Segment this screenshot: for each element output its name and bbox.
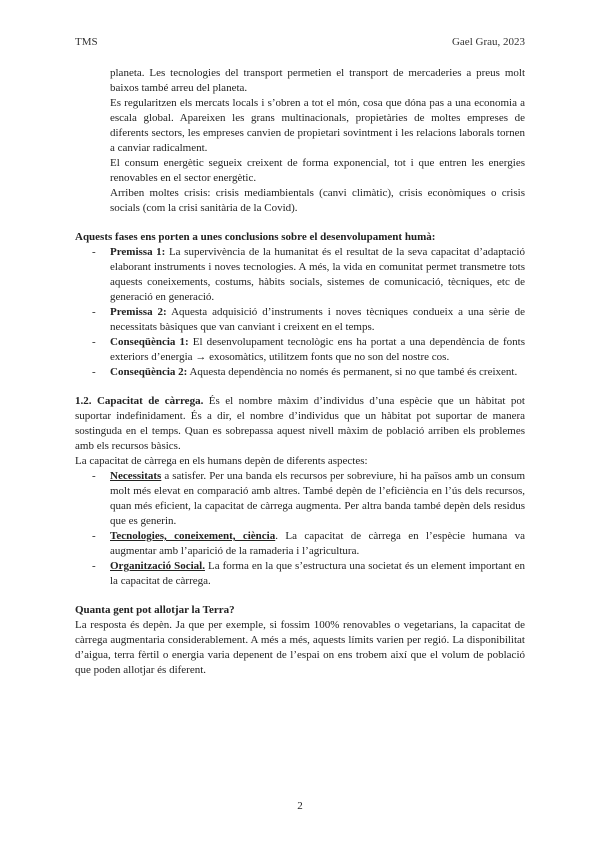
header-right: Gael Grau, 2023 xyxy=(451,36,525,48)
question-paragraph: La resposta és depèn. Ja que per exemple, si fossim 100% renovables o vegetarians, la capacitat de càrrega augmentaria considerablement. A més a més, aquests límits varien per regió. La disponibilitat d’aigua, terra fèrtil o energia varia depenent de l’espai on ens trobem així que el volum de població que poden allotjar és diferent. xyxy=(75,619,525,676)
conclusions-list xyxy=(75,245,525,380)
item-text: La supervivència de la humanitat és el resultat de la seva capacitat d’adaptació elaborant instruments i noves tecnologies. A més, la vida en comunitat permet transmetre tots aquests coneixements, costums, hàbits socials, sistemes de comunicació, tècniques, etc de generació en generació. xyxy=(110,246,525,303)
item-label: Premissa 1: xyxy=(110,246,166,258)
list-item xyxy=(75,245,525,305)
factor-text: . La capacitat de càrrega en l’espècie humana va augmentar amb l’aparició de la ramaderia i l’agricultura. xyxy=(110,530,526,557)
section-1-2-paragraph xyxy=(75,394,525,454)
header-left: TMS xyxy=(75,36,98,48)
intro-paragraph: Arriben moltes crisis: crisis mediambientals (canvi climàtic), crisis econòmiques o crisis socials (com la crisi sanitària de la Covid). xyxy=(110,187,525,214)
list-item xyxy=(75,305,525,335)
item-text: Aquesta adquisició d’instruments i noves tècniques condueix a una sèrie de necessitats bàsiques que van canviant i creixent en el temps. xyxy=(110,306,525,333)
factor-label: Organització Social. xyxy=(110,560,205,572)
item-text: El desenvolupament tecnològic ens ha portat a una dependència de fonts exteriors d’energia → exosomàtics, utilitzem fonts que no son del nostre cos. xyxy=(110,336,526,363)
intro-paragraph: planeta. Les tecnologies del transport permetien el transport de mercaderies a preus molt baixos també arreu del planeta. xyxy=(110,67,525,94)
list-item xyxy=(75,365,525,380)
list-item xyxy=(75,529,525,559)
question-heading: Quanta gent pot allotjar la Terra? xyxy=(75,604,235,616)
item-label: Conseqüència 2: xyxy=(110,366,188,378)
item-label: Premissa 2: xyxy=(110,306,167,318)
list-item xyxy=(75,469,525,529)
item-text: Aquesta dependència no només és permanent, si no que també és creixent. xyxy=(187,366,518,378)
factors-list xyxy=(75,469,525,589)
document-body xyxy=(75,66,525,678)
factor-text: a satisfer. Per una banda els recursos per sobreviure, hi ha països amb un consum molt més elevat en comparació amb altres. També depèn de l’eficiència en l’ús dels recursos, quan més eficient, la capacitat de càrrega augmenta. Per altra banda també depèn dels residus que es generin. xyxy=(110,470,525,527)
section-text: És el nombre màxim d’individus d’una espècie que un hàbitat pot suportar indefinidament. És a dir, el nombre d’individus que un hàbitat pot suportar de manera sostinguda en el temps. Quan es sobrepassa aquest nivell màxim de població arriben els problemes amb els recursos bàsics. xyxy=(75,395,525,452)
intro-paragraph: Es regularitzen els mercats locals i s’obren a tot el món, cosa que dóna pas a una economia a escala global. Apareixen les grans multinacionals, propietàries de moltes empreses de diferents sectors, les empreses canvien de propietari sovintment i les relacions laborals tornen a canviar radicalment. xyxy=(110,97,525,154)
factor-text: La forma en la que s’estructura una societat és un element important en la capacitat de càrrega. xyxy=(110,560,525,587)
factor-label: Tecnologies, coneixement, ciència xyxy=(110,530,276,542)
page-number: 2 xyxy=(297,800,303,812)
list-item xyxy=(75,559,525,589)
section-title: 1.2. Capacitat de càrrega. xyxy=(75,395,204,407)
factor-label: Necessitats xyxy=(110,470,162,482)
conclusions-heading: Aquests fases ens porten a unes conclusions sobre el desenvolupament humà: xyxy=(75,231,436,243)
list-item xyxy=(75,335,525,365)
item-label: Conseqüència 1: xyxy=(110,336,189,348)
factors-intro: La capacitat de càrrega en els humans depèn de diferents aspectes: xyxy=(75,455,368,467)
intro-paragraph: El consum energètic segueix creixent de forma exponencial, tot i que entren les energies renovables en el sector energètic. xyxy=(110,157,525,184)
